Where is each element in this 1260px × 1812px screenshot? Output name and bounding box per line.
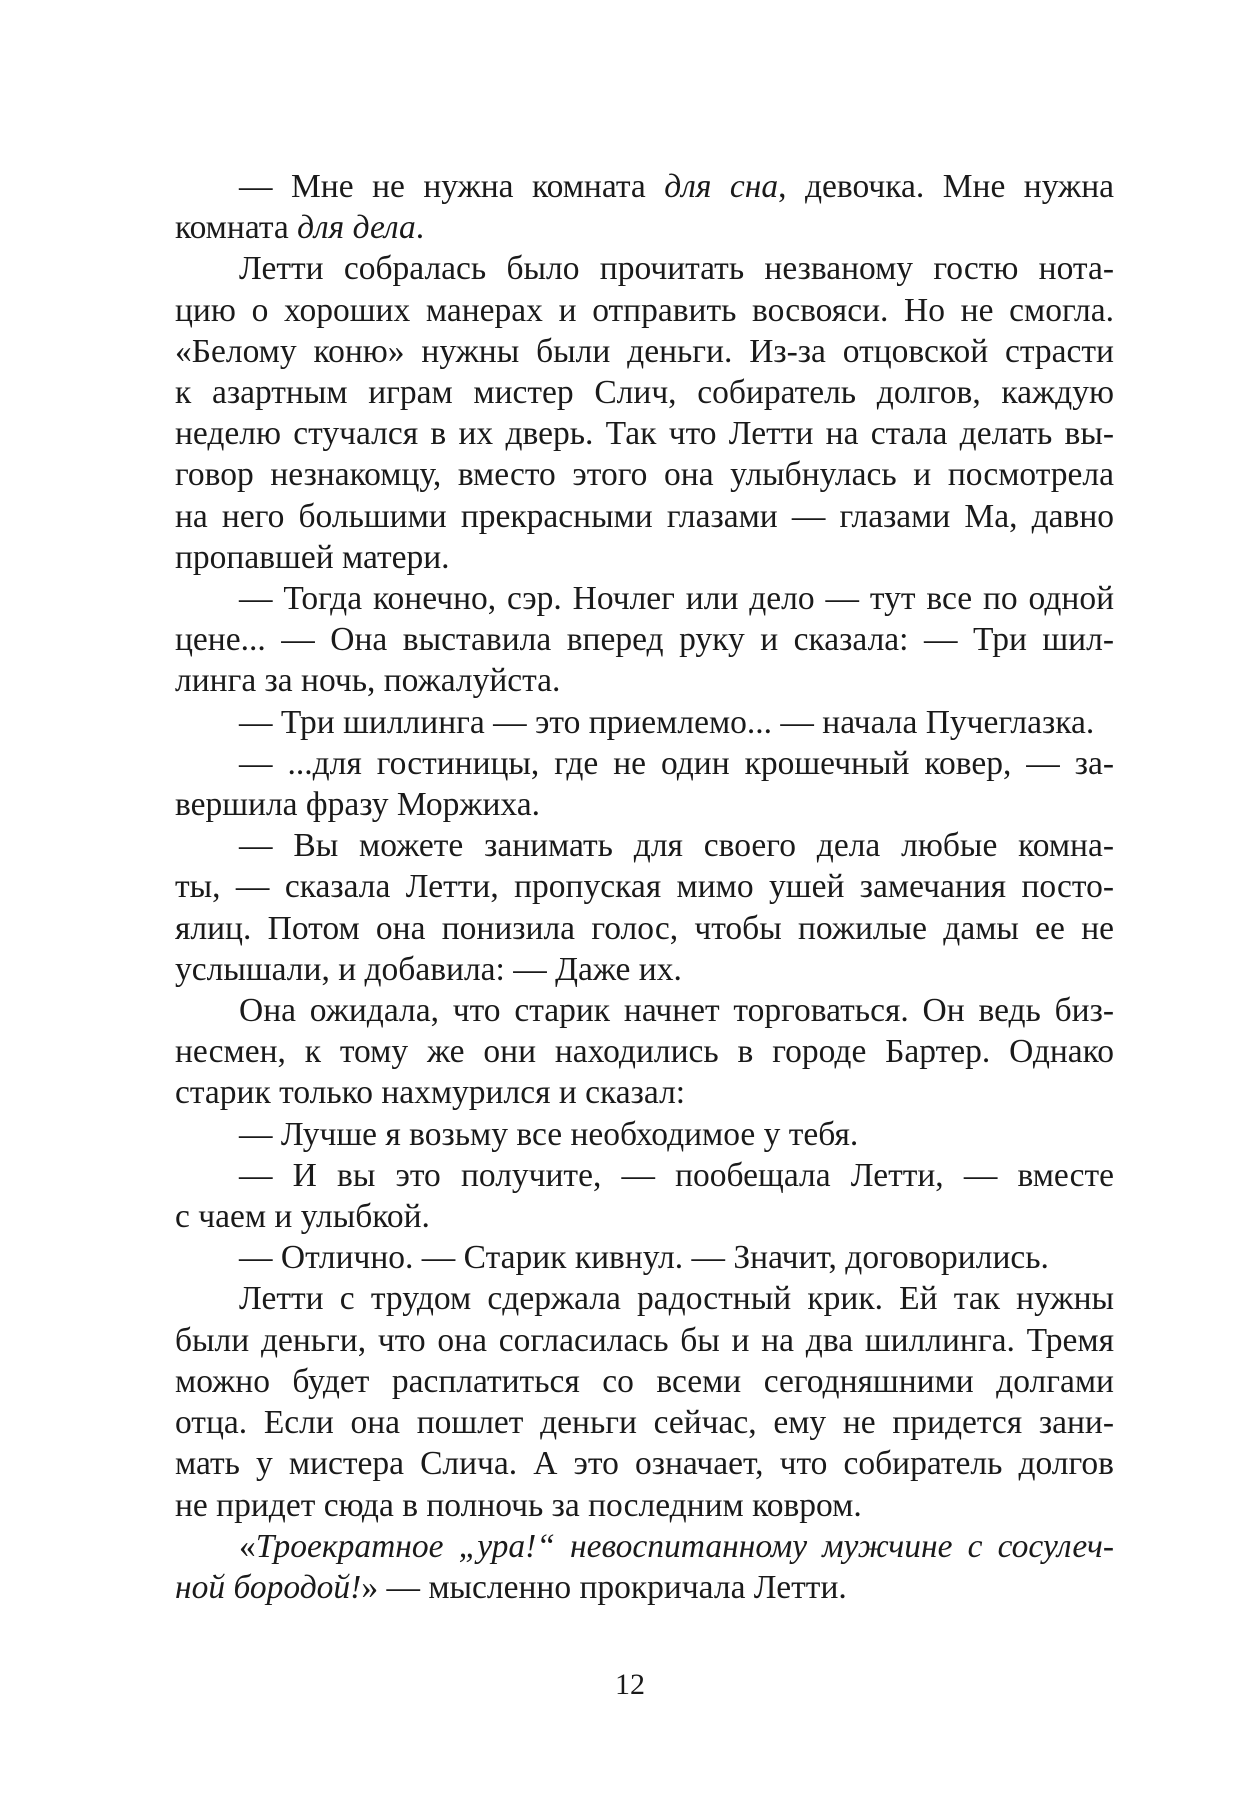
text-line: — Тогда конечно, сэр. Ночлег или дело — тут все по одной <box>239 580 1114 618</box>
text-line: мать у мистера Слича. А это означает, что собиратель долгов <box>175 1445 1114 1483</box>
text-line: — И вы это получите, — пообещала Летти, — вместе <box>239 1156 1114 1194</box>
paragraph-12 <box>175 1526 1114 1608</box>
text-line: к азартным играм мистер Слич, собиратель долгов, каждую <box>175 374 1114 412</box>
text-line: Она ожидала, что старик начнет торговаться. Он ведь биз- <box>239 992 1114 1030</box>
text-line: ялиц. Потом она понизила голос, чтобы пожилые дамы ее не <box>175 909 1114 947</box>
paragraph-9 <box>175 1155 1114 1237</box>
text-line: — Вы можете занимать для своего дела любые комна- <box>239 827 1114 865</box>
text-line: пропавшей матери. <box>175 538 450 576</box>
text-line: «Троекратное „ура!“ невоспитанному мужчине с сосулеч- <box>239 1527 1114 1565</box>
paragraph-2 <box>175 248 1114 578</box>
italic-emphasis: Троекратное „ура!“ невоспитанному мужчине с сосулеч- <box>255 1527 1114 1565</box>
text-line: на него большими прекрасными глазами — глазами Ма, давно <box>175 497 1114 535</box>
text-line: отца. Если она пошлет деньги сейчас, ему не придется зани- <box>175 1404 1114 1442</box>
italic-emphasis: для сна <box>664 168 779 205</box>
text-line: вершила фразу Моржиха. <box>175 786 540 824</box>
paragraph-5 <box>175 743 1114 825</box>
paragraph-6 <box>175 825 1114 990</box>
text-line: можно будет расплатиться со всеми сегодняшними долгами <box>175 1362 1114 1400</box>
text-line: цию о хороших манерах и отправить восвояси. Но не смогла. <box>175 291 1114 329</box>
text-line: услышали, и добавила: — Даже их. <box>175 950 682 988</box>
text-line: — Лучше я возьму все необходимое у тебя. <box>239 1115 859 1153</box>
paragraph-7 <box>175 990 1114 1114</box>
text-line: комната для дела. <box>175 209 425 247</box>
text-line: не придет сюда в полночь за последним ковром. <box>175 1486 862 1524</box>
italic-emphasis: ной бородой! <box>175 1568 362 1606</box>
text-line: были деньги, что она согласилась бы и на два шиллинга. Тремя <box>175 1321 1114 1359</box>
paragraph-8 <box>175 1114 1114 1155</box>
text-line: неделю стучался в их дверь. Так что Летти на стала делать вы- <box>175 415 1114 453</box>
text-line: Летти с трудом сдержала радостный крик. Ей так нужны <box>239 1280 1114 1318</box>
italic-emphasis: для дела <box>297 209 416 247</box>
paragraph-10 <box>175 1237 1114 1278</box>
paragraph-4 <box>175 702 1114 743</box>
text-line: ты, — сказала Летти, пропуская мимо ушей замечания посто- <box>175 868 1114 906</box>
text-line: — Мне не нужна комната для сна, девочка. Мне нужна <box>239 168 1114 205</box>
text-line: цене... — Она выставила вперед руку и сказала: — Три шил- <box>175 621 1114 659</box>
paragraph-3 <box>175 578 1114 702</box>
text-line: — Три шиллинга — это приемлемо... — начала Пучеглазка. <box>239 703 1095 741</box>
text-line: ной бородой!» — мысленно прокричала Летти. <box>175 1568 847 1606</box>
page-number: 12 <box>615 1668 645 1701</box>
text-line: линга за ночь, пожалуйста. <box>175 662 561 700</box>
paragraph-11 <box>175 1278 1114 1525</box>
text-line: старик только нахмурился и сказал: <box>175 1074 686 1112</box>
text-line: Летти собралась было прочитать незваному гостю нота- <box>239 250 1114 288</box>
text-line: с чаем и улыбкой. <box>175 1198 430 1236</box>
text-line: несмен, к тому же они находились в городе Бартер. Однако <box>175 1033 1114 1071</box>
text-line: — ...для гостиницы, где не один крошечный ковер, — за- <box>239 744 1114 782</box>
body-text <box>175 166 1114 1608</box>
text-line: «Белому коню» нужны были деньги. Из-за отцовской страсти <box>175 332 1114 370</box>
text-line: — Отлично. — Старик кивнул. — Значит, договорились. <box>239 1239 1049 1277</box>
text-line: говор незнакомцу, вместо этого она улыбнулась и посмотрела <box>175 456 1114 494</box>
paragraph-1 <box>175 166 1114 248</box>
